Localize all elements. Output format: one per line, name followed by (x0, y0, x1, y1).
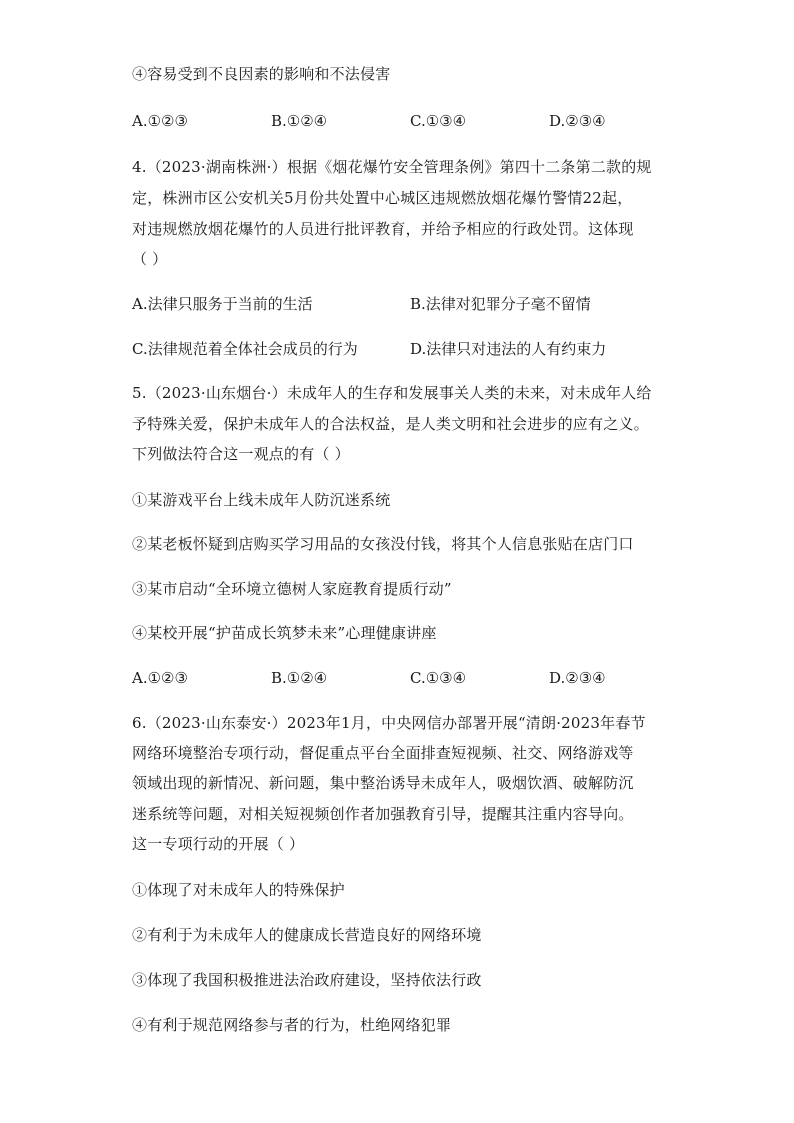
q5-item-1: ①某游戏平台上线未成年人防沉迷系统 (132, 491, 391, 509)
q6-item-4: ④有利于规范网络参与者的行为，杜绝网络犯罪 (132, 1016, 452, 1034)
q5-stem-line-1: 5.（2023·山东烟台·）未成年人的生存和发展事关人类的未来，对未成年人给 (132, 384, 652, 402)
q5-stem-line-3: 下列做法符合这一观点的有（ ） (132, 445, 350, 463)
q4-stem-line-3: 对违规燃放烟花爆竹的人员进行批评教育，并给予相应的行政处罚。这体现 (132, 220, 634, 238)
q5-option-d: D.②③④ (549, 669, 606, 687)
q4-stem-line-2: 定，株洲市区公安机关5月份共处置中心城区违规燃放烟花爆竹警情22起， (132, 189, 633, 207)
q6-item-2: ②有利于为未成年人的健康成长营造良好的网络环境 (132, 926, 482, 944)
q4-option-a: A.法律只服务于当前的生活 (132, 295, 313, 313)
q3-option-c: C.①③④ (410, 112, 467, 130)
q4-option-b: B.法律对犯罪分子毫不留情 (410, 295, 591, 313)
q3-option-d: D.②③④ (549, 112, 606, 130)
q4-option-c: C.法律规范着全体社会成员的行为 (132, 340, 358, 358)
q6-item-3: ③体现了我国积极推进法治政府建设，坚持依法行政 (132, 971, 482, 989)
q4-option-d: D.法律只对违法的人有约束力 (410, 340, 607, 358)
q3-option-b: B.①②④ (271, 112, 328, 130)
q5-option-c: C.①③④ (410, 669, 467, 687)
q5-item-2: ②某老板怀疑到店购买学习用品的女孩没付钱，将其个人信息张贴在店门口 (132, 535, 634, 553)
q6-stem-line-2: 网络环境整治专项行动，督促重点平台全面排查短视频、社交、网络游戏等 (132, 744, 634, 762)
q6-item-1: ①体现了对未成年人的特殊保护 (132, 881, 345, 899)
q3-option-a: A.①②③ (132, 112, 188, 130)
q5-item-3: ③某市启动“全环境立德树人家庭教育提质行动” (132, 580, 452, 598)
q3-item-4: ④容易受到不良因素的影响和不法侵害 (132, 65, 391, 83)
q5-stem-line-2: 予特殊关爱，保护未成年人的合法权益，是人类文明和社会进步的应有之义。 (132, 415, 649, 433)
q6-stem-line-1: 6.（2023·山东泰安·）2023年1月，中央网信办部署开展“清朗·2023年春节 (132, 714, 646, 732)
q4-stem-line-4: （ ） (132, 250, 168, 268)
q6-stem-line-3: 领域出现的新情况、新问题，集中整治诱导未成年人，吸烟饮酒、破解防沉 (132, 774, 634, 792)
q4-stem-line-1: 4.（2023·湖南株洲·）根据《烟花爆竹安全管理条例》第四十二条第二款的规 (132, 158, 652, 176)
q6-stem-line-5: 这一专项行动的开展（ ） (132, 835, 305, 853)
q5-option-b: B.①②④ (271, 669, 328, 687)
q6-stem-line-4: 迷系统等问题，对相关短视频创作者加强教育引导，提醒其注重内容导向。 (132, 805, 634, 823)
q5-item-4: ④某校开展“护苗成长筑梦未来”心理健康讲座 (132, 624, 437, 642)
q5-option-a: A.①②③ (132, 669, 188, 687)
